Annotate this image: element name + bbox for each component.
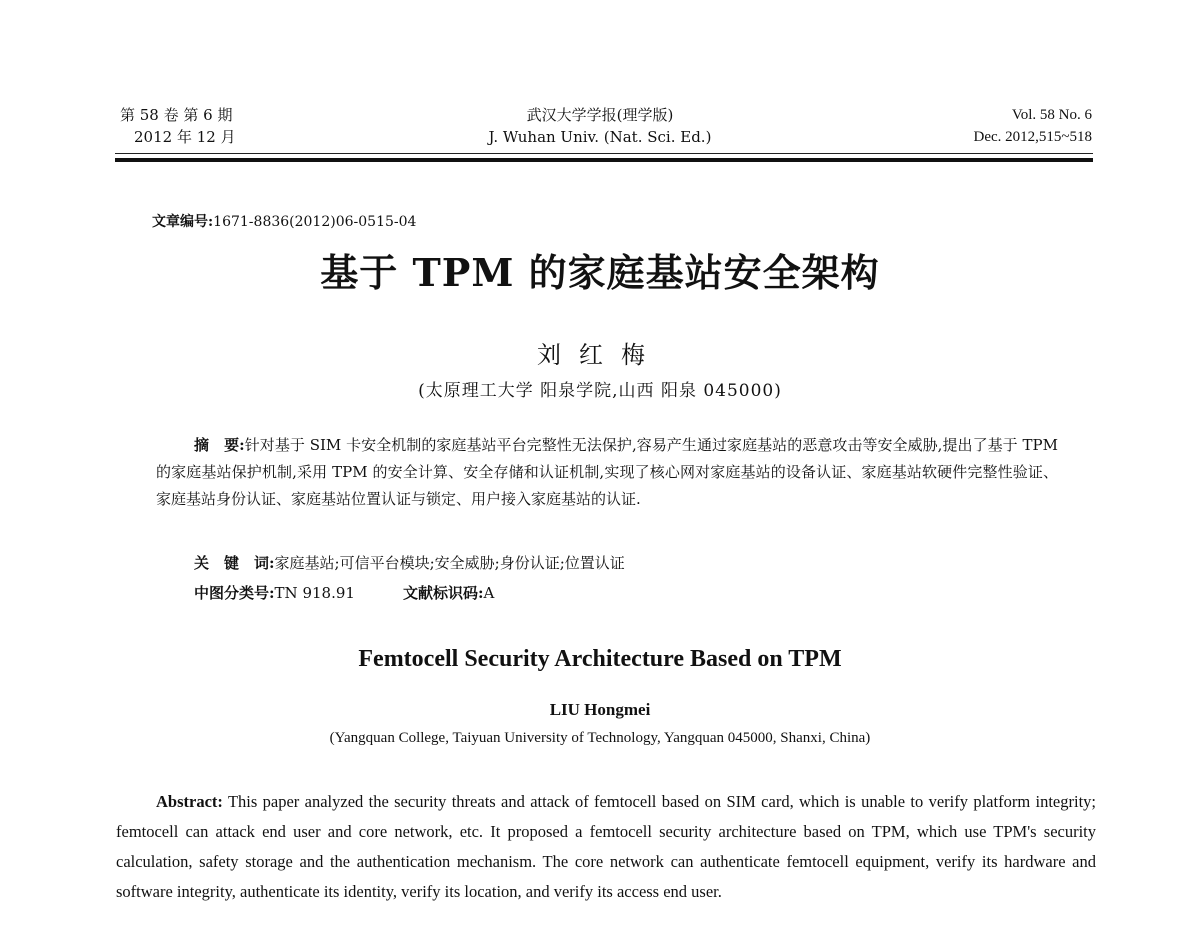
journal-en: J. Wuhan Univ. (Nat. Sci. Ed.)	[488, 128, 712, 146]
date-cn: 2012 年 12 月	[134, 128, 236, 146]
abstract-cn-label: 摘 要:	[194, 436, 245, 454]
article-number-label: 文章编号:	[152, 214, 214, 230]
title-cn: 基于 TPM 的家庭基站安全架构	[320, 250, 880, 295]
volume-en: Vol. 58 No. 6	[1011, 107, 1092, 123]
title-en: Femtocell Security Architecture Based on TPM	[358, 646, 842, 672]
article-number	[152, 211, 416, 231]
doc-code-value: A	[483, 584, 495, 602]
header-right	[973, 104, 1092, 148]
classification-cn	[194, 582, 494, 603]
pages-en: Dec. 2012,515~518	[973, 129, 1092, 145]
header-center	[400, 104, 800, 148]
author-cn: 刘红梅	[537, 341, 663, 369]
abstract-cn-text: 针对基于 SIM 卡安全机制的家庭基站平台完整性无法保护,容易产生通过家庭基站的恶意攻击等安全威胁,提出了基于 TPM 的家庭基站保护机制,采用 TPM 的安全计算、安全存储和认证机制,实现了核心网对家庭基站的设备认证、家庭基站软硬件完整性验证、家庭基站身份认证、家庭基站位置认证与锁定、用户接入家庭基站的认证.	[156, 436, 1058, 508]
affiliation-cn: (太原理工大学 阳泉学院,山西 阳泉 045000)	[418, 381, 782, 401]
header-rule-thick	[115, 158, 1093, 162]
class-value: TN 918.91	[274, 584, 355, 602]
keywords-cn-label: 关 键 词:	[194, 554, 275, 572]
header-left	[120, 104, 236, 148]
class-label: 中图分类号:	[194, 584, 275, 602]
affiliation-en: (Yangquan College, Taiyuan University of Technology, Yangquan 045000, Shanxi, China)	[329, 730, 871, 746]
abstract-en	[116, 787, 1096, 907]
article-number-value: 1671-8836(2012)06-0515-04	[213, 214, 417, 230]
doc-code-label: 文献标识码:	[402, 584, 484, 602]
keywords-cn-text: 家庭基站;可信平台模块;安全威胁;身份认证;位置认证	[274, 554, 625, 572]
header-rule-thin	[115, 153, 1093, 154]
keywords-cn	[194, 552, 625, 573]
abstract-cn	[156, 432, 1058, 513]
journal-cn: 武汉大学学报(理学版)	[526, 106, 674, 124]
issue-cn: 第 58 卷 第 6 期	[120, 106, 233, 124]
author-en: LIU Hongmei	[549, 700, 651, 719]
abstract-en-label: Abstract:	[156, 792, 223, 811]
abstract-en-text: This paper analyzed the security threats and attack of femtocell based on SIM card, which is unable to verify platform integrity; femtocell can attack end user and core network, etc. It proposed a femtocell security architecture based on TPM, which use TPM's security calculation, safety storage and the authentication mechanism. The core network can authenticate femtocell equipment, verify its hardware and software integrity, authenticate its identity, verify its location, and verify its access end user.	[116, 792, 1096, 901]
